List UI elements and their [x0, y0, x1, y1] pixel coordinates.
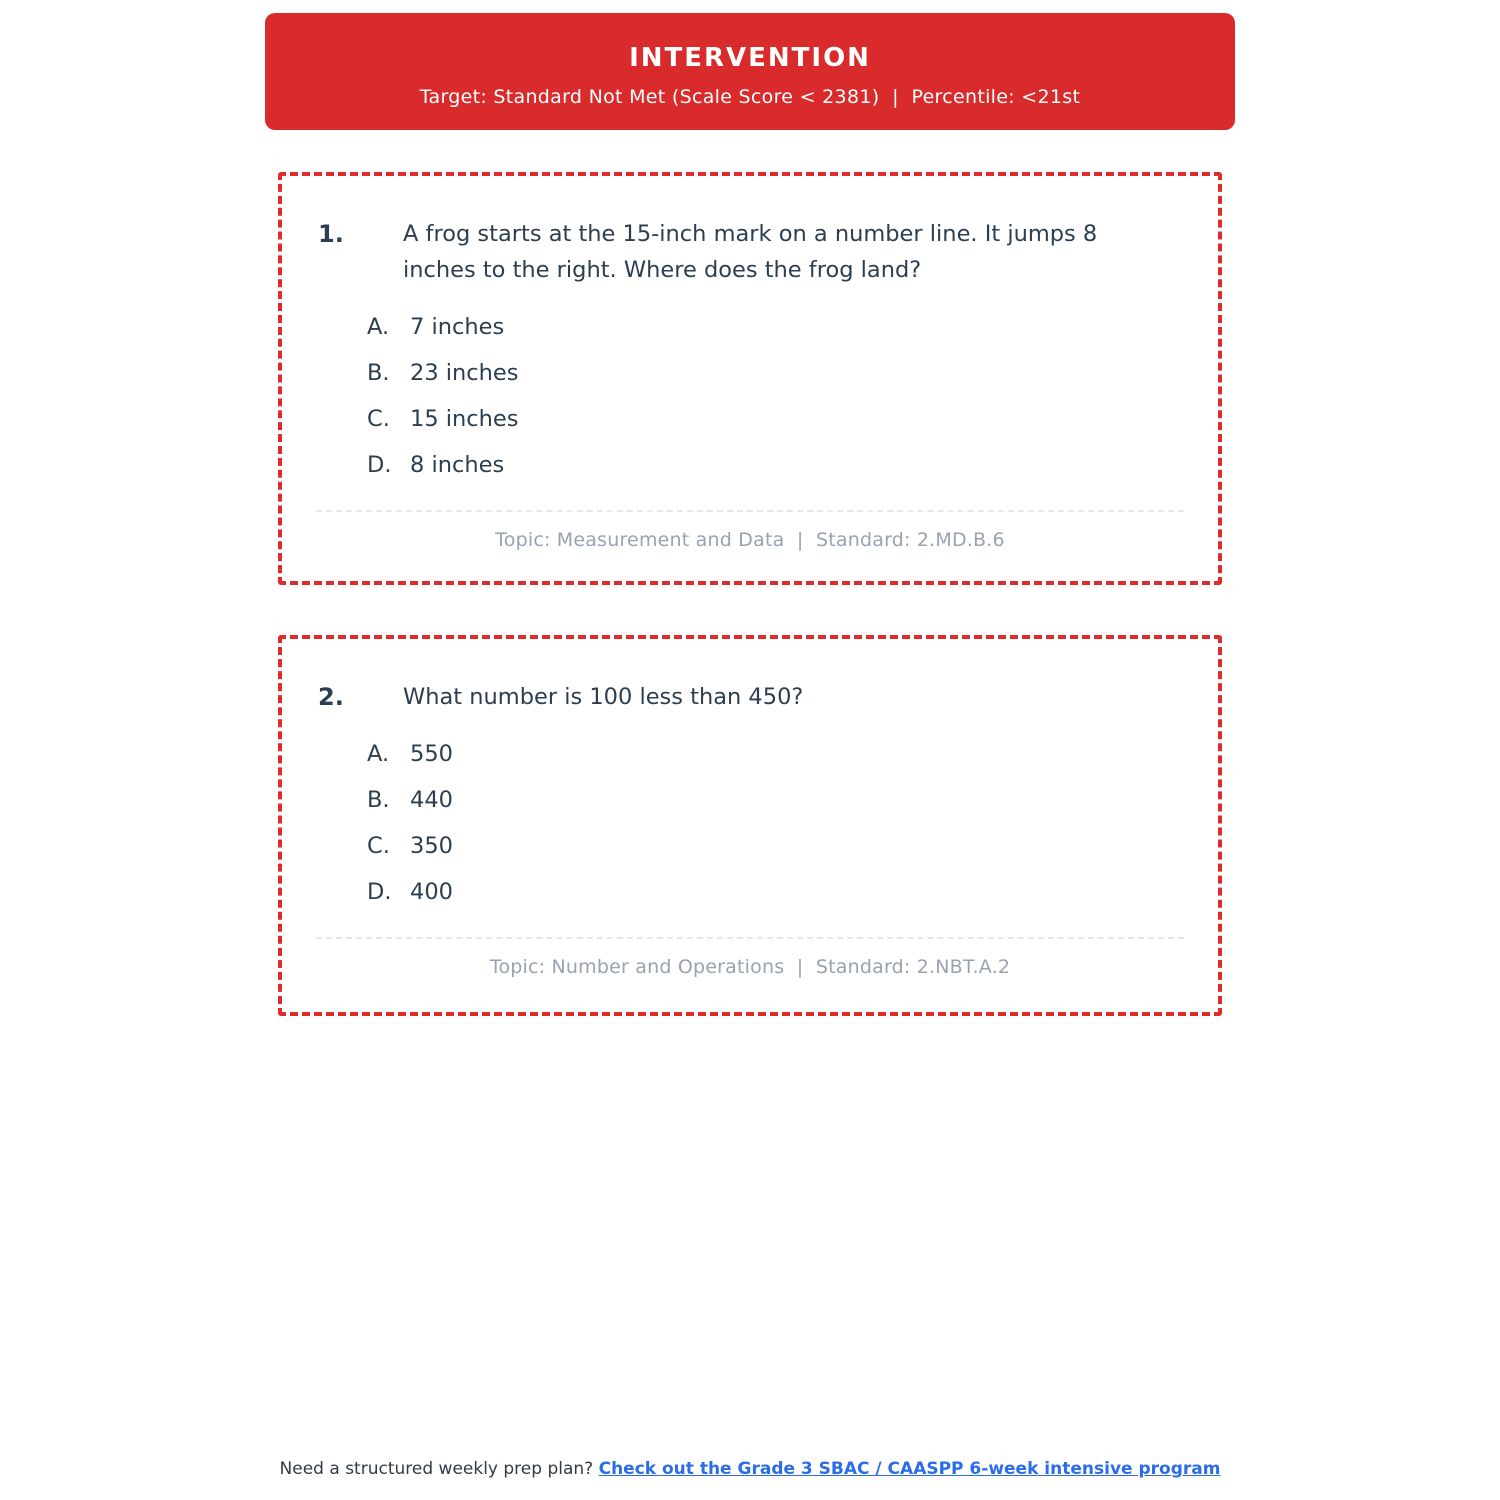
- intervention-banner: [265, 13, 1235, 130]
- option-text: 8 inches: [410, 452, 505, 478]
- question-1-number: 1.: [318, 220, 344, 248]
- banner-title: INTERVENTION: [629, 43, 871, 73]
- card-divider: [316, 937, 1184, 939]
- question-card-1: [278, 172, 1222, 585]
- option-row: [367, 350, 1218, 396]
- option-letter: D.: [367, 879, 392, 905]
- option-text: 400: [410, 879, 453, 905]
- option-text: 440: [410, 787, 453, 813]
- option-letter: B.: [367, 360, 390, 386]
- option-row: [367, 823, 1218, 869]
- question-1-meta: Topic: Measurement and Data | Standard: 2.MD.B.6: [495, 529, 1005, 551]
- option-row: [367, 777, 1218, 823]
- question-2-meta: Topic: Number and Operations | Standard: 2.NBT.A.2: [489, 956, 1011, 978]
- question-2-text: What number is 100 less than 450?: [403, 684, 804, 710]
- option-row: [367, 442, 1218, 488]
- page-footer: [0, 1459, 1500, 1479]
- option-letter: A.: [367, 314, 390, 340]
- question-1-options: [367, 304, 1218, 488]
- option-text: 15 inches: [410, 406, 519, 432]
- question-2-number: 2.: [318, 683, 344, 711]
- option-row: [367, 731, 1218, 777]
- option-text: 23 inches: [410, 360, 519, 386]
- option-text: 7 inches: [410, 314, 505, 340]
- option-row: [367, 396, 1218, 442]
- option-letter: D.: [367, 452, 392, 478]
- option-letter: B.: [367, 787, 390, 813]
- card-divider: [316, 510, 1184, 512]
- question-1-text: A frog starts at the 15-inch mark on a number line. It jumps 8 inches to the right. Where does the frog land?: [403, 221, 1098, 283]
- question-card-2: [278, 635, 1222, 1016]
- option-letter: C.: [367, 406, 390, 432]
- footer-program-link[interactable]: Check out the Grade 3 SBAC / CAASPP 6-week intensive program: [598, 1459, 1221, 1479]
- question-2-row: [282, 639, 1218, 715]
- question-2-options: [367, 731, 1218, 915]
- option-row: [367, 869, 1218, 915]
- option-row: [367, 304, 1218, 350]
- option-text: 350: [410, 833, 453, 859]
- option-letter: C.: [367, 833, 390, 859]
- question-1-row: [282, 176, 1218, 288]
- banner-subtitle: Target: Standard Not Met (Scale Score < 2381) | Percentile: <21st: [419, 86, 1081, 108]
- option-letter: A.: [367, 741, 390, 767]
- footer-prompt: Need a structured weekly prep plan?: [279, 1459, 599, 1479]
- option-text: 550: [410, 741, 453, 767]
